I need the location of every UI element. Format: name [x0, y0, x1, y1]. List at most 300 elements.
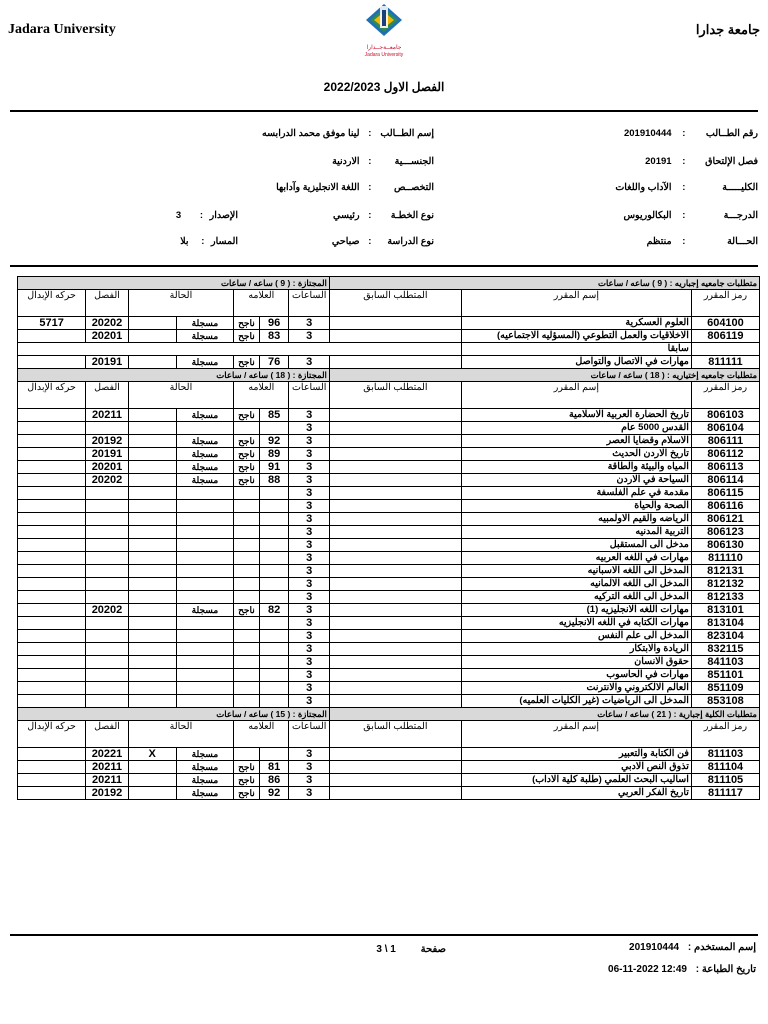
course-row: [18, 565, 760, 578]
col-status-header: الحالة: [128, 721, 233, 748]
col-name-header: إسم المقرر: [461, 382, 691, 409]
course-code: 811111: [691, 356, 759, 369]
course-semester: [86, 656, 129, 669]
course-grade: [259, 487, 289, 500]
colon: :: [368, 236, 372, 247]
print-date-label: تاريخ الطباعة :: [695, 964, 756, 975]
course-result: [234, 565, 260, 578]
course-result: ناجح: [234, 761, 260, 774]
course-status: مسجلة: [176, 317, 233, 330]
course-code: 811103: [691, 748, 759, 761]
course-substitution: [18, 565, 86, 578]
course-flag: [128, 604, 176, 617]
course-status: [176, 539, 233, 552]
colon: :: [682, 236, 686, 247]
course-code: 806115: [691, 487, 759, 500]
course-flag: [128, 317, 176, 330]
course-status: [176, 565, 233, 578]
version-row: [176, 210, 238, 221]
course-grade: 92: [259, 787, 289, 800]
course-substitution: [18, 487, 86, 500]
course-semester: [86, 539, 129, 552]
course-row: [18, 435, 760, 448]
course-name: المدخل الى الرياضيات (غير الكليات العلميه): [461, 695, 691, 708]
course-result: [234, 630, 260, 643]
course-grade: [259, 656, 289, 669]
colon: :: [682, 210, 686, 221]
status-label: الحـــالة: [727, 236, 758, 247]
col-name-header: إسم المقرر: [461, 290, 691, 317]
course-row: [18, 774, 760, 787]
course-substitution: [18, 617, 86, 630]
course-row: [18, 317, 760, 330]
course-substitution: [18, 500, 86, 513]
course-row: [18, 422, 760, 435]
course-flag: [128, 474, 176, 487]
study-type-row: [332, 236, 434, 247]
study-type-label: نوع الدراسة: [387, 236, 434, 247]
degree-value: البكالوريوس: [623, 210, 672, 221]
course-row: [18, 330, 760, 343]
student-id-row: [624, 128, 758, 139]
course-hours: 3: [289, 565, 329, 578]
major-row: [276, 182, 434, 193]
course-result: ناجح: [234, 317, 260, 330]
course-result: [234, 669, 260, 682]
course-name: السياحة في الاردن: [461, 474, 691, 487]
col-substitution-header: حركه الإبدال: [18, 382, 86, 409]
logo-text-en: Jadara University: [364, 52, 404, 58]
course-code: 851109: [691, 682, 759, 695]
course-prereq: [329, 461, 461, 474]
nationality-row: [332, 156, 434, 167]
course-code: 806103: [691, 409, 759, 422]
course-name: المدخل الى اللغه التركيه: [461, 591, 691, 604]
course-code: 812131: [691, 565, 759, 578]
section-passed: المجتازة : ( 9 ) ساعه / ساعات: [18, 277, 330, 290]
course-status: مسجلة: [176, 774, 233, 787]
course-hours: 3: [289, 317, 329, 330]
course-prereq: [329, 356, 461, 369]
course-substitution: [18, 461, 86, 474]
course-substitution: [18, 552, 86, 565]
course-row: [18, 578, 760, 591]
course-code: 812133: [691, 591, 759, 604]
course-status: مسجلة: [176, 448, 233, 461]
course-code: 806113: [691, 461, 759, 474]
course-code: [691, 343, 759, 356]
course-hours: 3: [289, 409, 329, 422]
col-prereq-header: المتطلب السابق: [329, 382, 461, 409]
course-status: مسجلة: [176, 474, 233, 487]
col-grade-header: العلامه: [234, 290, 289, 317]
course-semester: [86, 695, 129, 708]
admission-value: 20191: [645, 156, 672, 167]
course-row: [18, 500, 760, 513]
header-divider: [10, 110, 758, 112]
course-prereq: [329, 604, 461, 617]
course-prereq: [329, 774, 461, 787]
course-code: 806123: [691, 526, 759, 539]
course-semester: [86, 591, 129, 604]
col-semester-header: الفصل: [86, 382, 129, 409]
course-status: مسجلة: [176, 787, 233, 800]
course-prereq: [329, 317, 461, 330]
course-substitution: [18, 669, 86, 682]
course-row: [18, 695, 760, 708]
student-name-row: [262, 128, 434, 139]
course-code: 841103: [691, 656, 759, 669]
course-name: المدخل الى اللغه الاسبانيه: [461, 565, 691, 578]
course-result: [234, 643, 260, 656]
nationality-value: الاردنية: [332, 156, 360, 167]
course-substitution: [18, 695, 86, 708]
course-grade: 76: [259, 356, 289, 369]
course-semester: [86, 565, 129, 578]
course-name: مهارات في اللغه العربيه: [461, 552, 691, 565]
course-prereq: [329, 578, 461, 591]
plan-row: [333, 210, 434, 221]
course-status: [176, 500, 233, 513]
course-hours: 3: [289, 643, 329, 656]
course-row: [18, 356, 760, 369]
course-code: 811110: [691, 552, 759, 565]
college-row: [615, 182, 758, 193]
footer-divider: [10, 934, 758, 936]
course-prereq: [329, 487, 461, 500]
course-grade: 96: [259, 317, 289, 330]
course-result: ناجح: [234, 356, 260, 369]
course-flag: [128, 422, 176, 435]
col-substitution-header: حركه الإبدال: [18, 290, 86, 317]
col-code-header: رمز المقرر: [691, 290, 759, 317]
course-grade: [259, 630, 289, 643]
course-row: [18, 539, 760, 552]
course-hours: 3: [289, 513, 329, 526]
course-semester: [86, 669, 129, 682]
course-flag: [128, 448, 176, 461]
course-hours: 3: [289, 487, 329, 500]
course-name: التربية المدنيه: [461, 526, 691, 539]
status-value: منتظم: [646, 236, 672, 247]
course-prereq: [329, 617, 461, 630]
nationality-label: الجنســـية: [394, 156, 434, 167]
course-result: [234, 695, 260, 708]
course-status: [176, 682, 233, 695]
course-prereq: [329, 695, 461, 708]
course-substitution: [18, 474, 86, 487]
course-flag: [128, 630, 176, 643]
course-result: [234, 539, 260, 552]
course-status: مسجلة: [176, 461, 233, 474]
course-name: الرياضه والقيم الاولمبيه: [461, 513, 691, 526]
course-result: [234, 422, 260, 435]
empty-cell: [18, 343, 462, 356]
course-code: 806130: [691, 539, 759, 552]
print-date-value: 06-11-2022 12:49: [608, 964, 687, 975]
course-semester: [86, 578, 129, 591]
col-semester-header: الفصل: [86, 721, 129, 748]
col-name-header: إسم المقرر: [461, 721, 691, 748]
course-name: القدس 5000 عام: [461, 422, 691, 435]
course-flag: [128, 565, 176, 578]
course-grade: 86: [259, 774, 289, 787]
info-divider: [10, 265, 758, 267]
section-header: [18, 708, 760, 721]
student-id-label: رقم الطــالب: [705, 128, 758, 139]
course-status: [176, 695, 233, 708]
colon: :: [682, 182, 686, 193]
course-result: [234, 591, 260, 604]
colon: :: [368, 182, 372, 193]
semester-title: الفصل الاول 2022/2023: [323, 80, 445, 94]
track-row: [180, 236, 238, 247]
course-semester: 20201: [86, 461, 129, 474]
course-semester: [86, 552, 129, 565]
degree-label: الدرجـــة: [723, 210, 758, 221]
colon: :: [199, 210, 204, 221]
course-semester: [86, 643, 129, 656]
course-result: [234, 578, 260, 591]
course-row: [18, 513, 760, 526]
course-substitution: [18, 604, 86, 617]
course-flag: [128, 526, 176, 539]
course-status: مسجلة: [176, 761, 233, 774]
course-name: المدخل الى اللغه الالمانيه: [461, 578, 691, 591]
course-grade: 83: [259, 330, 289, 343]
course-flag: [128, 356, 176, 369]
course-result: [234, 617, 260, 630]
section-title: متطلبات جامعيه إجباريه : ( 9 ) ساعه / ساعات: [329, 277, 759, 290]
course-code: 811117: [691, 787, 759, 800]
course-semester: 20192: [86, 787, 129, 800]
col-code-header: رمز المقرر: [691, 721, 759, 748]
course-status: مسجلة: [176, 604, 233, 617]
course-substitution: [18, 643, 86, 656]
course-prereq: [329, 748, 461, 761]
course-prereq: [329, 643, 461, 656]
course-semester: [86, 526, 129, 539]
col-status-header: الحالة: [128, 290, 233, 317]
course-prereq: [329, 526, 461, 539]
course-flag: [128, 656, 176, 669]
course-code: 806121: [691, 513, 759, 526]
course-name: المياه والبيئة والطاقة: [461, 461, 691, 474]
page-value: 1 \ 3: [376, 944, 396, 955]
course-row: [18, 643, 760, 656]
course-row: [18, 552, 760, 565]
section-title: متطلبات الكلية إجبارية : ( 21 ) ساعه / ساعات: [329, 708, 759, 721]
page-label: صفحة: [420, 944, 446, 955]
course-grade: 92: [259, 435, 289, 448]
col-hours-header: الساعات: [289, 290, 329, 317]
column-header-row: [18, 382, 760, 409]
course-name: مهارات الكتابه في اللغه الانجليزيه: [461, 617, 691, 630]
course-status: [176, 669, 233, 682]
status-row: [647, 236, 758, 247]
section-passed: المجتازة : ( 15 ) ساعه / ساعات: [18, 708, 330, 721]
course-flag: [128, 787, 176, 800]
course-flag: [128, 591, 176, 604]
course-result: ناجح: [234, 435, 260, 448]
course-row: [18, 748, 760, 761]
course-name: اساليب البحث العلمي (طلبة كلية الاداب): [461, 774, 691, 787]
course-substitution: 5717: [18, 317, 86, 330]
course-substitution: [18, 539, 86, 552]
student-name-label: إسم الطــالب: [380, 128, 434, 139]
colon: :: [682, 156, 686, 167]
course-prereq: [329, 591, 461, 604]
course-code: 823104: [691, 630, 759, 643]
course-result: ناجح: [234, 461, 260, 474]
course-row: [18, 474, 760, 487]
course-code: 806116: [691, 500, 759, 513]
course-semester: [86, 513, 129, 526]
course-code: 806112: [691, 448, 759, 461]
course-result: ناجح: [234, 409, 260, 422]
course-hours: 3: [289, 356, 329, 369]
course-semester: 20201: [86, 330, 129, 343]
student-id-value: 201910444: [623, 128, 672, 139]
version-value: 3: [175, 210, 182, 221]
course-result: [234, 748, 260, 761]
course-semester: 20192: [86, 435, 129, 448]
course-row: [18, 682, 760, 695]
course-status: مسجلة: [176, 435, 233, 448]
course-grade: [259, 526, 289, 539]
course-prereq: [329, 539, 461, 552]
user-value: 201910444: [629, 942, 680, 953]
course-substitution: [18, 409, 86, 422]
col-hours-header: الساعات: [289, 721, 329, 748]
course-grade: [259, 643, 289, 656]
course-prereq: [329, 682, 461, 695]
section-header: [18, 277, 760, 290]
course-semester: [86, 500, 129, 513]
course-result: ناجح: [234, 448, 260, 461]
course-substitution: [18, 656, 86, 669]
column-header-row: [18, 290, 760, 317]
course-code: 832115: [691, 643, 759, 656]
course-flag: X: [128, 748, 176, 761]
course-prereq: [329, 409, 461, 422]
course-semester: 20211: [86, 409, 129, 422]
course-status: مسجلة: [176, 356, 233, 369]
course-semester: 20202: [86, 604, 129, 617]
user-label: إسم المستخدم :: [687, 942, 756, 953]
course-grade: [259, 695, 289, 708]
course-semester: 20211: [86, 774, 129, 787]
course-flag: [128, 682, 176, 695]
course-result: ناجح: [234, 774, 260, 787]
course-name: تاريخ الحضارة العربية الاسلامية: [461, 409, 691, 422]
course-substitution: [18, 787, 86, 800]
col-prereq-header: المتطلب السابق: [329, 721, 461, 748]
course-code: 806104: [691, 422, 759, 435]
course-result: ناجح: [234, 330, 260, 343]
course-prereq: [329, 435, 461, 448]
version-label: الإصدار: [209, 210, 238, 221]
course-name: حقوق الانسان: [461, 656, 691, 669]
course-row: [18, 761, 760, 774]
course-code: 806114: [691, 474, 759, 487]
course-hours: 3: [289, 761, 329, 774]
course-substitution: [18, 748, 86, 761]
course-hours: 3: [289, 500, 329, 513]
transcript-table: [17, 276, 760, 800]
course-grade: [259, 422, 289, 435]
university-name-ar: جامعة جدارا: [695, 22, 760, 37]
course-prereq: [329, 565, 461, 578]
course-semester: 20191: [86, 448, 129, 461]
course-name: فن الكتابة والتعبير: [461, 748, 691, 761]
course-semester: [86, 617, 129, 630]
col-grade-header: العلامه: [234, 721, 289, 748]
course-name: تاريخ الاردن الحديث: [461, 448, 691, 461]
section-passed: المجتازة : ( 18 ) ساعه / ساعات: [18, 369, 330, 382]
course-grade: 89: [259, 448, 289, 461]
course-flag: [128, 330, 176, 343]
course-status: [176, 526, 233, 539]
plan-label: نوع الخطـة: [390, 210, 434, 221]
course-status: مسجلة: [176, 748, 233, 761]
course-flag: [128, 617, 176, 630]
course-hours: 3: [289, 474, 329, 487]
footer-print-date: [608, 964, 756, 975]
course-semester: 20202: [86, 474, 129, 487]
course-hours: 3: [289, 604, 329, 617]
course-substitution: [18, 578, 86, 591]
course-result: [234, 487, 260, 500]
column-header-row: [18, 721, 760, 748]
college-label: الكليـــــة: [722, 182, 758, 193]
course-semester: [86, 487, 129, 500]
course-result: [234, 552, 260, 565]
col-code-header: رمز المقرر: [691, 382, 759, 409]
course-status: [176, 487, 233, 500]
course-result: [234, 513, 260, 526]
course-prereq: [329, 474, 461, 487]
course-substitution: [18, 682, 86, 695]
course-result: [234, 526, 260, 539]
course-grade: 81: [259, 761, 289, 774]
course-code: 806111: [691, 435, 759, 448]
course-row: [18, 630, 760, 643]
course-name: الاخلاقيات والعمل التطوعي (المسؤليه الاجتماعيه): [461, 330, 691, 343]
course-substitution: [18, 435, 86, 448]
colon: :: [368, 128, 372, 139]
course-hours: 3: [289, 330, 329, 343]
course-row: [18, 604, 760, 617]
admission-label: فصل الإلتحاق: [705, 156, 758, 167]
course-substitution: [18, 422, 86, 435]
course-name: الاسلام وقضايا العصر: [461, 435, 691, 448]
course-substitution: [18, 761, 86, 774]
course-name: العلوم العسكرية: [461, 317, 691, 330]
course-status: [176, 643, 233, 656]
course-hours: 3: [289, 630, 329, 643]
course-hours: 3: [289, 422, 329, 435]
course-name: مهارات اللغه الانجليزيه (1): [461, 604, 691, 617]
course-status: [176, 630, 233, 643]
course-hours: 3: [289, 591, 329, 604]
logo-text-ar: جامعــةجــدارا: [366, 45, 402, 51]
course-result: [234, 682, 260, 695]
course-status: مسجلة: [176, 409, 233, 422]
course-substitution: [18, 356, 86, 369]
course-grade: [259, 682, 289, 695]
footer-page: [376, 944, 446, 955]
